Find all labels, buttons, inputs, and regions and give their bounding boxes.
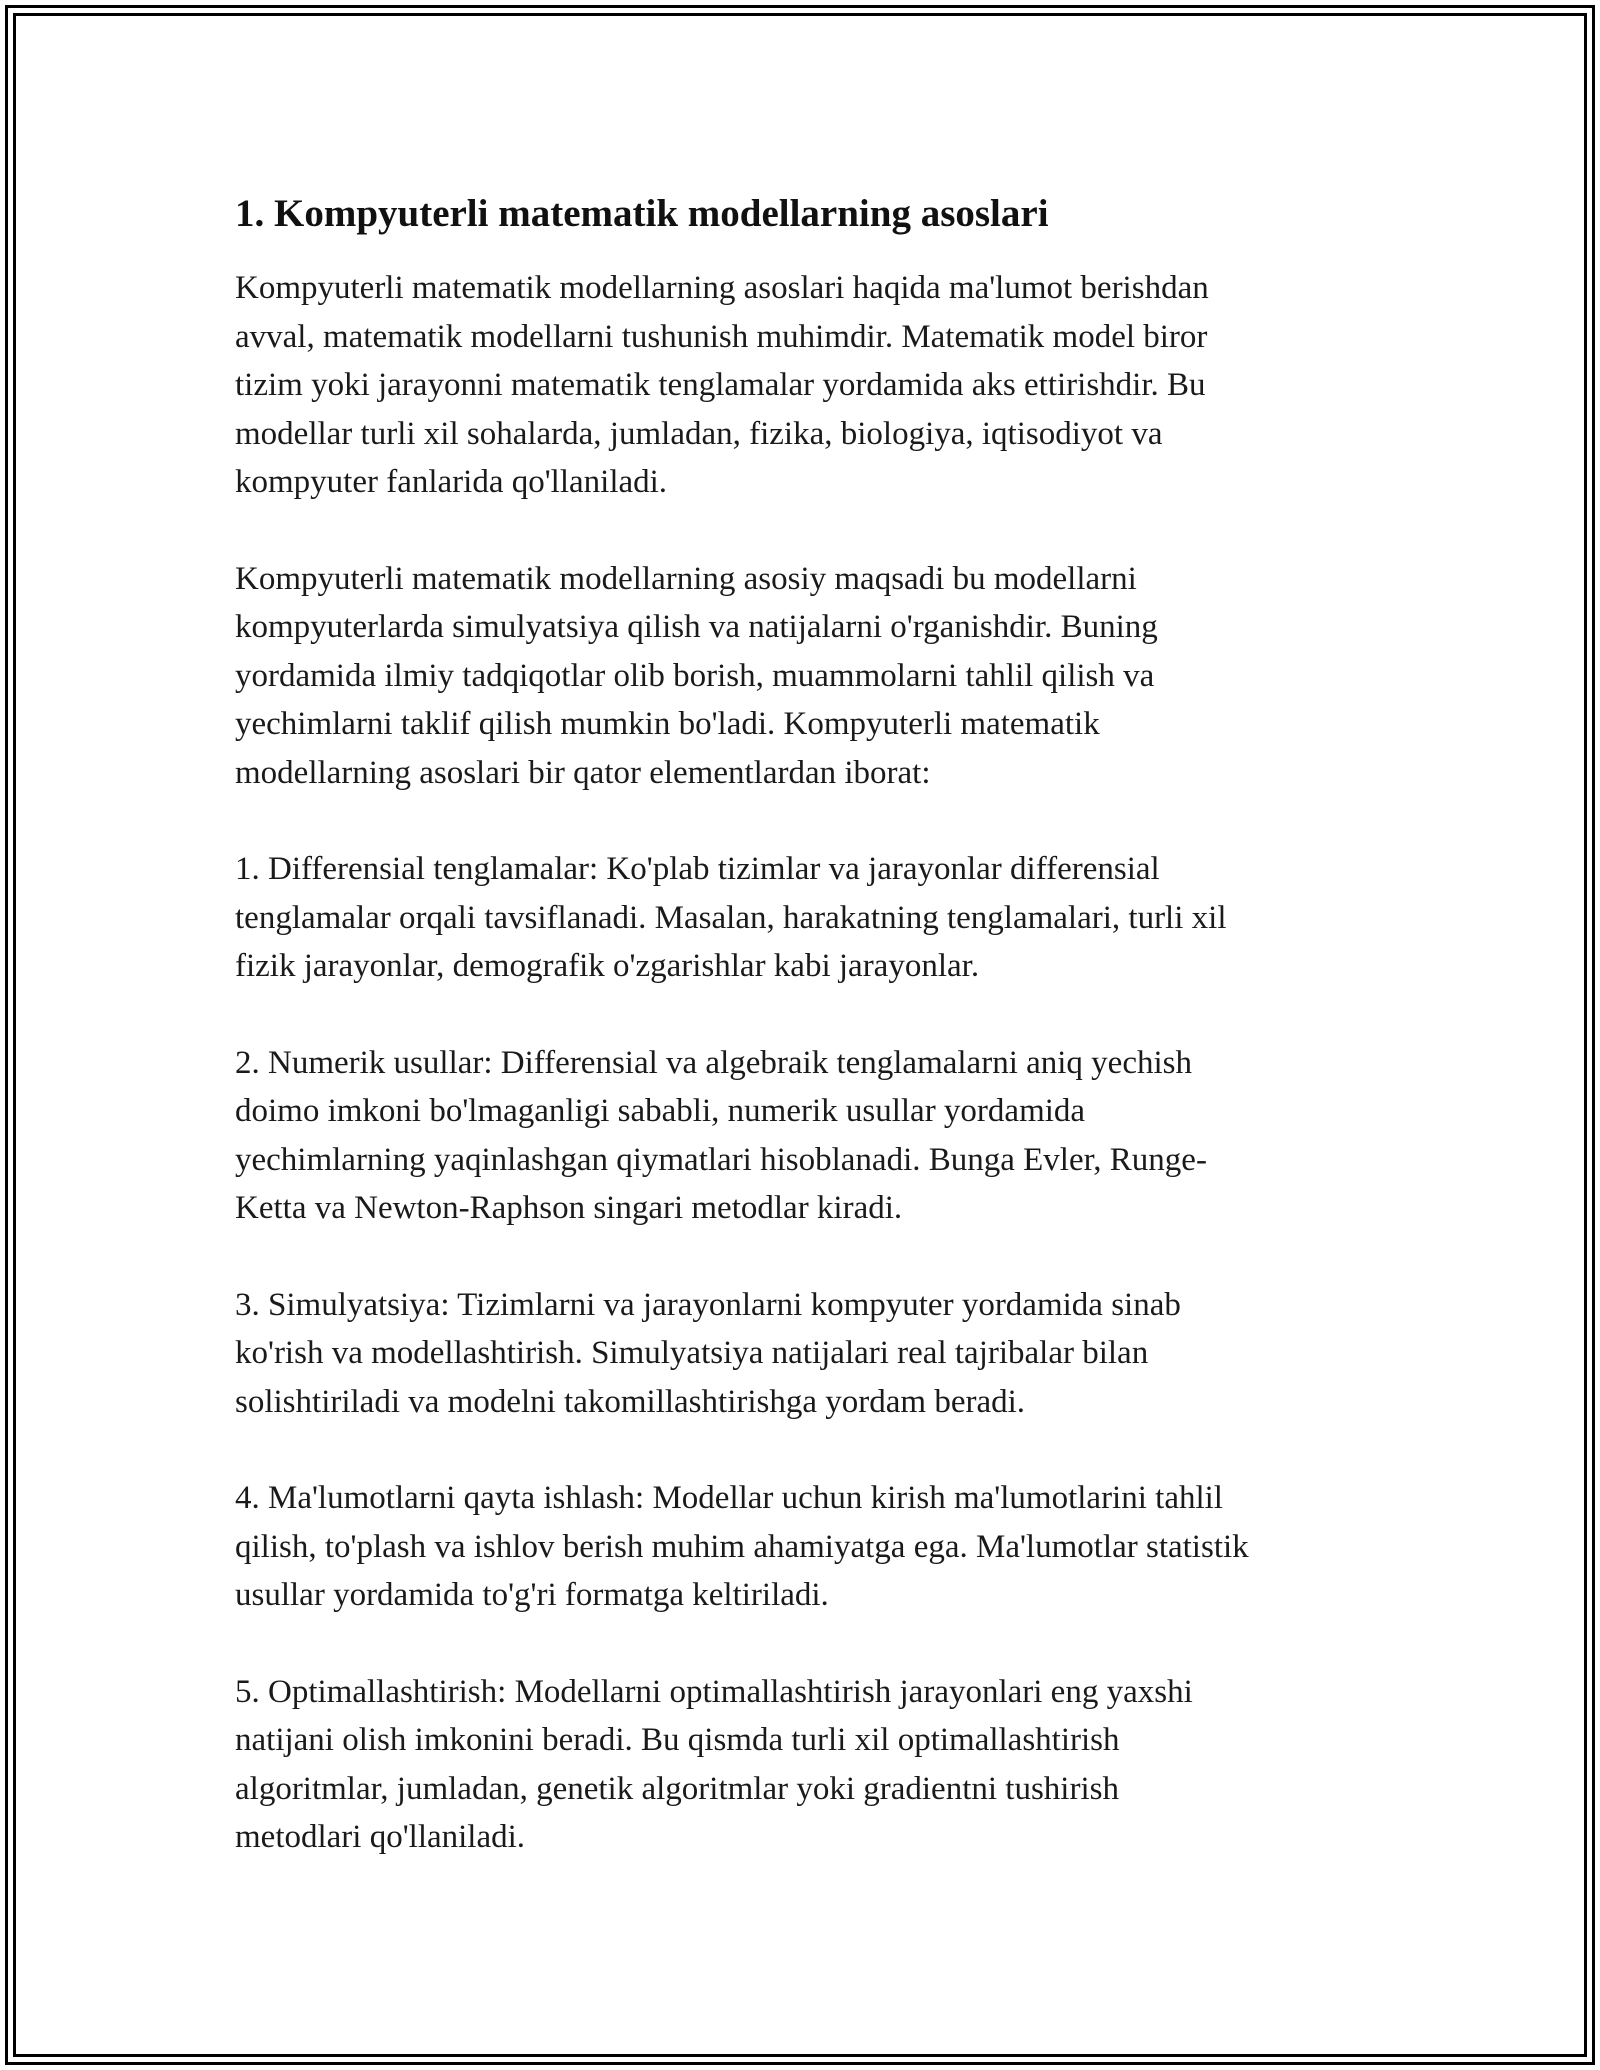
paragraph-purpose: Kompyuterli matematik modellarning asosiy maqsadi bu modellarni kompyuterlarda simulyatsiya qilish va natijalarni o'rganishdir. Buning yordamida ilmiy tadqiqotlar olib borish, muammolarni tahlil qilish va yechimlarni taklif qilish mumkin bo'ladi. Kompyuterli matematik modellarning asoslari bir qator elementlardan iborat: [235,560,1158,791]
paragraph-intro: Kompyuterli matematik modellarning asoslari haqida ma'lumot berishdan avval, matematik modellarni tushunish muhimdir. Matematik model biror tizim yoki jarayonni matematik tenglamalar yordamida aks ettirishdir. Bu modellar turli xil sohalarda, jumladan, fizika, biologiya, iqtisodiyot va kompyuter fanlarida qo'llaniladi. [235,270,1209,500]
list-item-numerical-methods: 2. Numerik usullar: Differensial va algebraik tenglamalarni aniq yechish doimo imkoni bo'lmaganligi sababli, numerik usullar yordamida yechimlarning yaqinlashgan qiymatlari hisoblanadi. Bunga Evler, Runge- Ketta va Newton-Raphson singari metodlar kiradi. [235,1044,1207,1226]
section-heading: 1. Kompyuterli matematik modellarning asoslari [235,192,1049,235]
list-item-data-processing: 4. Ma'lumotlarni qayta ishlash: Modellar uchun kirish ma'lumotlarini tahlil qilish, to'plash va ishlov berish muhim ahamiyatga ega. Ma'lumotlar statistik usullar yordamida to'g'ri formatga keltiriladi. [235,1480,1249,1613]
list-item-optimization: 5. Optimallashtirish: Modellarni optimallashtirish jarayonlari eng yaxshi natijani olish imkonini beradi. Bu qismda turli xil optimallashtirish algoritmlar, jumladan, genetik algoritmlar yoki gradientni tushirish metodlari qo'llaniladi. [235,1673,1193,1855]
list-item-simulation: 3. Simulyatsiya: Tizimlarni va jarayonlarni kompyuter yordamida sinab ko'rish va modellashtirish. Simulyatsiya natijalari real tajribalar bilan solishtiriladi va modelni takomillashtirishga yordam beradi. [235,1286,1181,1420]
document-body [235,186,1385,1910]
list-item-differential-equations: 1. Differensial tenglamalar: Ko'plab tizimlar va jarayonlar differensial tenglamalar orqali tavsiflanadi. Masalan, harakatning tenglamalari, turli xil fizik jarayonlar, demografik o'zgarishlar kabi jarayonlar. [235,851,1227,984]
